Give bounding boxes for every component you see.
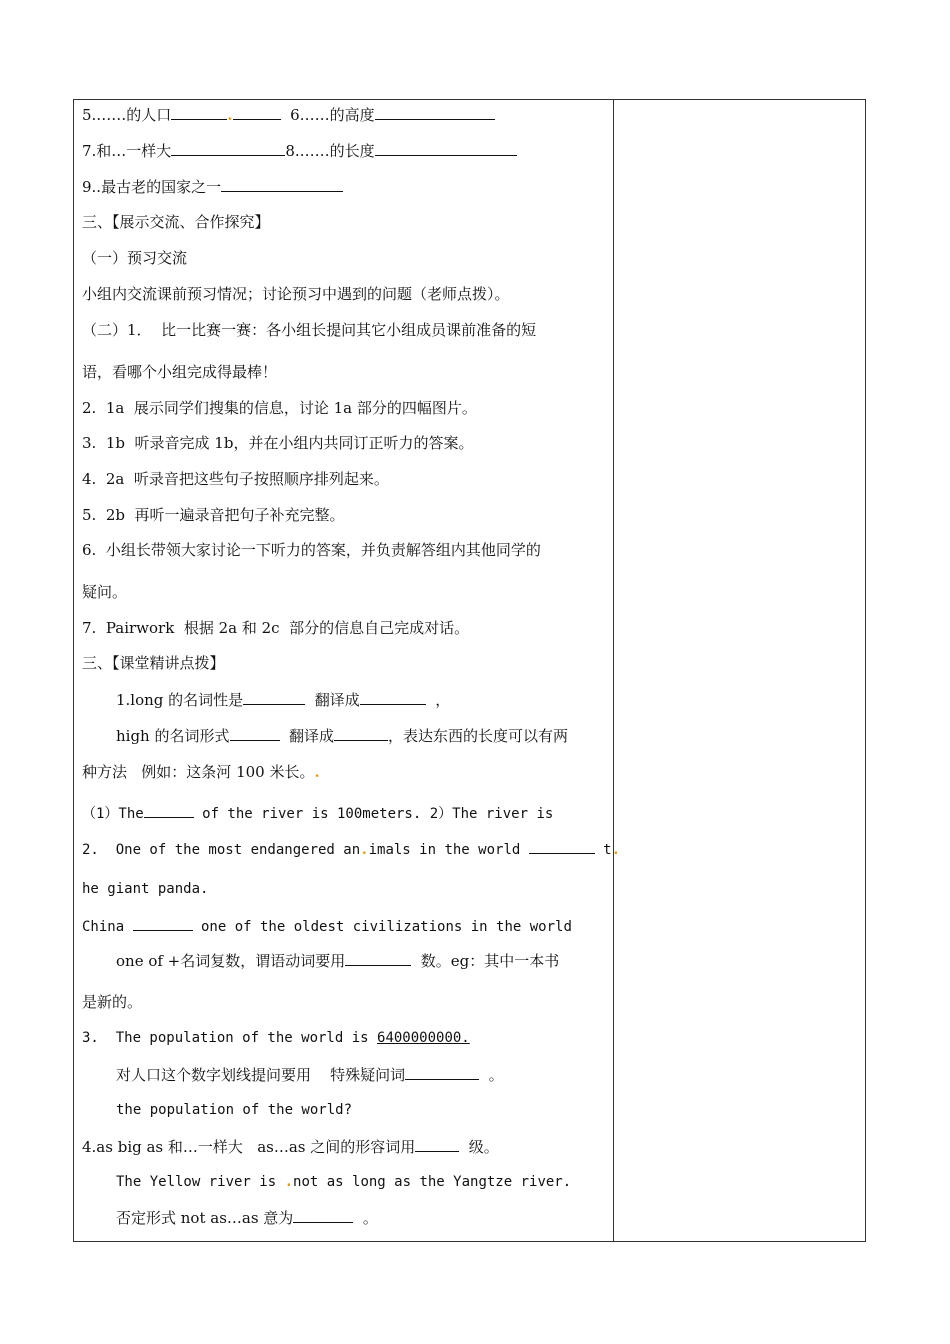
exercise-line [116, 1207, 378, 1228]
text-line: 3. 1b 听录音完成 1b，并在小组内共同订正听力的答案。 [82, 434, 474, 452]
text-line: 是新的。 [82, 993, 143, 1011]
text: China [82, 919, 133, 935]
line-as-big-length [82, 140, 517, 161]
text-line: The Yellow river is .not as long as the Yangtze river. [116, 1174, 572, 1190]
text-line: 5. 2b 再听一遍录音把句子补充完整。 [82, 506, 345, 524]
text: one of +名词复数，谓语动词要用 [116, 952, 346, 970]
text: 。 [353, 1209, 378, 1227]
text: 2. One of the most endangered an [82, 842, 361, 858]
text: imals in the world [368, 842, 529, 858]
blank [405, 1064, 479, 1080]
text: 对人口这个数字划线提问要用 特殊疑问词 [116, 1066, 406, 1084]
text-line: 小组内交流课前预习情况；讨论预习中遇到的问题（老师点拨）。 [82, 285, 510, 303]
blank [171, 104, 227, 120]
text: 数。eg：其中一本书 [411, 952, 560, 970]
text: 翻译成 [279, 727, 335, 745]
subheading: （一）预习交流 [82, 249, 188, 267]
line-oldest-country [82, 176, 343, 197]
exercise-line [116, 950, 559, 971]
text: The Yellow river is [116, 1174, 285, 1190]
text: t [594, 842, 612, 858]
blank [243, 689, 305, 705]
text: 翻译成 [305, 691, 360, 709]
text: 9..最古老的国家之一 [82, 178, 222, 196]
exercise-line [82, 1136, 499, 1157]
text: 。 [479, 1066, 504, 1084]
underlined-number: 6400000000. [377, 1030, 470, 1046]
text: 1.long 的名词性是 [116, 691, 244, 709]
exercise-line: 2. One of the most endangered an.imals in the world t. [82, 838, 620, 860]
text-line: 2. 1a 展示同学们搜集的信息，讨论 1a 部分的四幅图片。 [82, 399, 477, 417]
blank [144, 802, 194, 818]
blank [529, 838, 595, 854]
text-line: the population of the world? [116, 1102, 353, 1118]
blank [233, 104, 281, 120]
blank [375, 104, 495, 120]
blank [221, 176, 343, 192]
blank [375, 140, 517, 156]
text: 5.……的人口 [82, 106, 172, 124]
blank [293, 1207, 353, 1223]
exercise-line [82, 1028, 470, 1048]
text: one of the oldest civilizations in the world [192, 919, 572, 935]
text-line: （二）1． 比一比赛一赛：各小组长提问其它小组成员课前准备的短 [82, 321, 537, 339]
text: 种方法 例如：这条河 100 米长。 [82, 763, 315, 781]
exercise-line [116, 1064, 504, 1085]
line-population-height: 5.……的人口 . 6……的高度 [82, 104, 495, 125]
text-line: he giant panda. [82, 881, 209, 897]
text: 否定形式 not as…as 意为 [116, 1209, 294, 1227]
exercise-line [116, 725, 568, 746]
section-heading: 三、【展示交流、合作探究】 [82, 213, 270, 231]
blank [360, 689, 426, 705]
blank [171, 140, 285, 156]
text: of the river is 100meters. 2）The river is [193, 806, 554, 822]
text: 6……的高度 [290, 106, 375, 124]
section-heading: 三、【课堂精讲点拨】 [82, 654, 225, 672]
text-line: 疑问。 [82, 583, 128, 601]
text-line: 语，看哪个小组完成得最棒！ [82, 363, 278, 381]
text: 8.……的长度 [285, 142, 375, 160]
exercise-line [82, 802, 553, 824]
text: 7.和…一样大 [82, 142, 172, 160]
column-divider [613, 100, 614, 1241]
worksheet-table [73, 99, 866, 1242]
text-line: 种方法 例如：这条河 100 米长。. [82, 763, 320, 781]
exercise-line [116, 689, 450, 710]
text: ，表达东西的长度可以有两 [388, 727, 569, 745]
blank [345, 950, 411, 966]
text: 4.as big as 和…一样大 as…as 之间的形容词用 [82, 1138, 416, 1156]
text-line: 7. Pairwork 根据 2a 和 2c 部分的信息自己完成对话。 [82, 619, 470, 637]
text-line: 4. 2a 听录音把这些句子按照顺序排列起来。 [82, 470, 389, 488]
text: 级。 [459, 1138, 499, 1156]
blank [133, 915, 193, 931]
blank [230, 725, 280, 741]
text: （1）The [82, 806, 144, 822]
text-line: 6. 小组长带领大家讨论一下听力的答案，并负责解答组内其他同学的 [82, 541, 541, 559]
blank [334, 725, 388, 741]
text: high 的名词形式 [116, 727, 230, 745]
text: ， [425, 691, 451, 709]
text: 3. The population of the world is [82, 1030, 378, 1046]
text: not as long as the Yangtze river. [293, 1174, 572, 1190]
blank [415, 1136, 459, 1152]
exercise-line [82, 915, 572, 937]
